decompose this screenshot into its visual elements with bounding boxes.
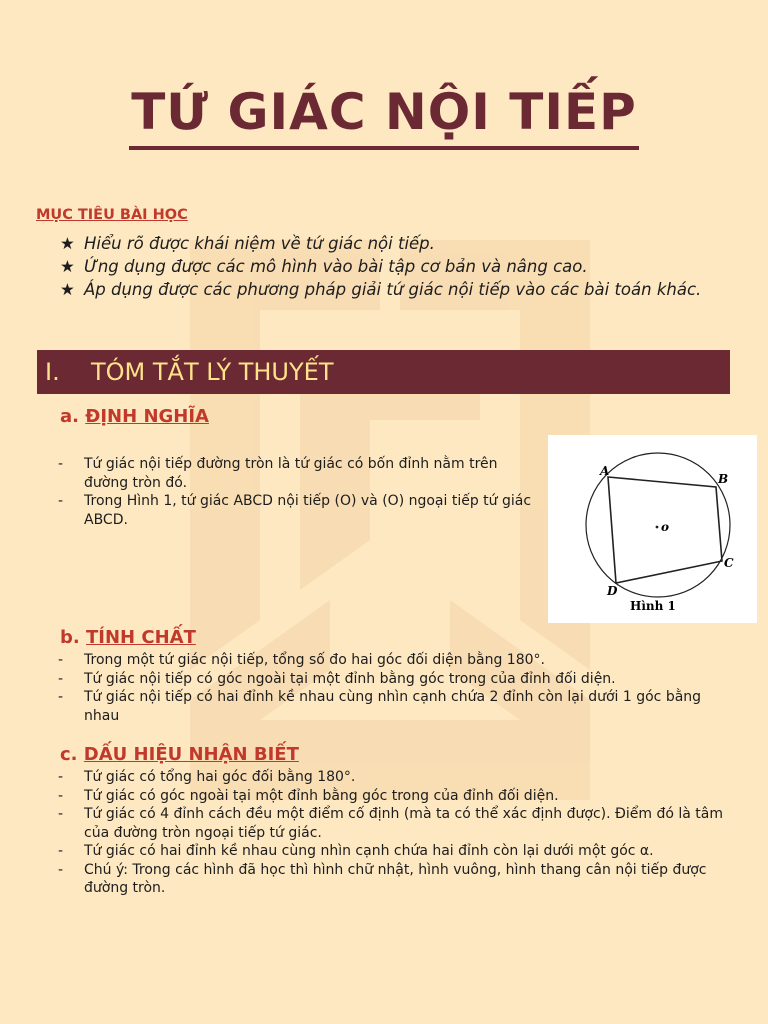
list-item: - Tứ giác nội tiếp có hai đỉnh kề nhau cùng nhìn cạnh chứa 2 đỉnh còn lại dưới 1 góc bằng nhau <box>58 689 702 724</box>
properties-list <box>58 651 734 725</box>
list-item: - Tứ giác có góc ngoài tại một đỉnh bằng góc trong của đỉnh đối diện. <box>58 787 559 804</box>
list-item: - Tứ giác nội tiếp có góc ngoài tại một đỉnh bằng góc trong của đỉnh đối diện. <box>58 670 616 687</box>
vertex-label-d: D <box>607 584 618 598</box>
vertex-label-a: A <box>600 464 610 478</box>
signs-letter: c. <box>60 744 78 765</box>
section-number: I. <box>45 358 60 386</box>
definition-heading <box>60 406 209 427</box>
star-icon: ★ <box>60 234 75 253</box>
definition-list <box>58 455 540 529</box>
list-item: - Trong Hình 1, tứ giác ABCD nội tiếp (O) và (O) ngoại tiếp tứ giác ABCD. <box>58 493 532 528</box>
signs-heading <box>60 744 299 765</box>
section-header <box>37 350 730 394</box>
center-label-o: o <box>661 520 670 534</box>
signs-list <box>58 768 734 898</box>
list-item: - Tứ giác nội tiếp đường tròn là tứ giác có bốn đỉnh nằm trên đường tròn đó. <box>58 456 498 491</box>
goal-item: ★ Ứng dụng được các mô hình vào bài tập cơ bản và nâng cao. <box>60 257 588 276</box>
definition-title: ĐỊNH NGHĨA <box>85 406 209 427</box>
section-title: TÓM TẮT LÝ THUYẾT <box>91 358 334 386</box>
vertex-label-b: B <box>718 472 729 486</box>
vertex-label-c: C <box>724 556 734 570</box>
page-title-text: TỨ GIÁC NỘI TIẾP <box>129 82 639 150</box>
center-point <box>656 526 659 529</box>
star-icon: ★ <box>60 280 75 299</box>
properties-heading <box>60 627 196 648</box>
goal-item: ★ Hiểu rõ được khái niệm về tứ giác nội tiếp. <box>60 234 435 253</box>
definition-letter: a. <box>60 406 79 427</box>
properties-letter: b. <box>60 627 80 648</box>
goals-heading: MỤC TIÊU BÀI HỌC <box>36 207 188 223</box>
inscribed-quadrilateral-diagram <box>548 435 757 623</box>
list-item: - Chú ý: Trong các hình đã học thì hình chữ nhật, hình vuông, hình thang cân nội tiếp được đường tròn. <box>58 861 707 896</box>
list-item: - Trong một tứ giác nội tiếp, tổng số đo hai góc đối diện bằng 180°. <box>58 652 545 668</box>
list-item: - Tứ giác có tổng hai góc đối bằng 180°. <box>58 769 356 785</box>
signs-title: DẤU HIỆU NHẬN BIẾT <box>83 744 299 765</box>
star-icon: ★ <box>60 257 75 276</box>
figure-caption: Hình 1 <box>630 599 676 613</box>
goal-item: ★ Áp dụng được các phương pháp giải tứ giác nội tiếp vào các bài toán khác. <box>60 280 702 299</box>
properties-title: TÍNH CHẤT <box>86 627 196 648</box>
list-item: - Tứ giác có 4 đỉnh cách đều một điểm cố định (mà ta có thể xác định được). Điểm đó là tâm của đường tròn ngoại tiếp tứ giác. <box>58 806 723 841</box>
page-title <box>0 82 768 150</box>
list-item: - Tứ giác có hai đỉnh kề nhau cùng nhìn cạnh chứa hai đỉnh còn lại dưới một góc α. <box>58 843 654 859</box>
figure-hinh-1 <box>548 435 757 623</box>
goals-list <box>60 232 732 301</box>
